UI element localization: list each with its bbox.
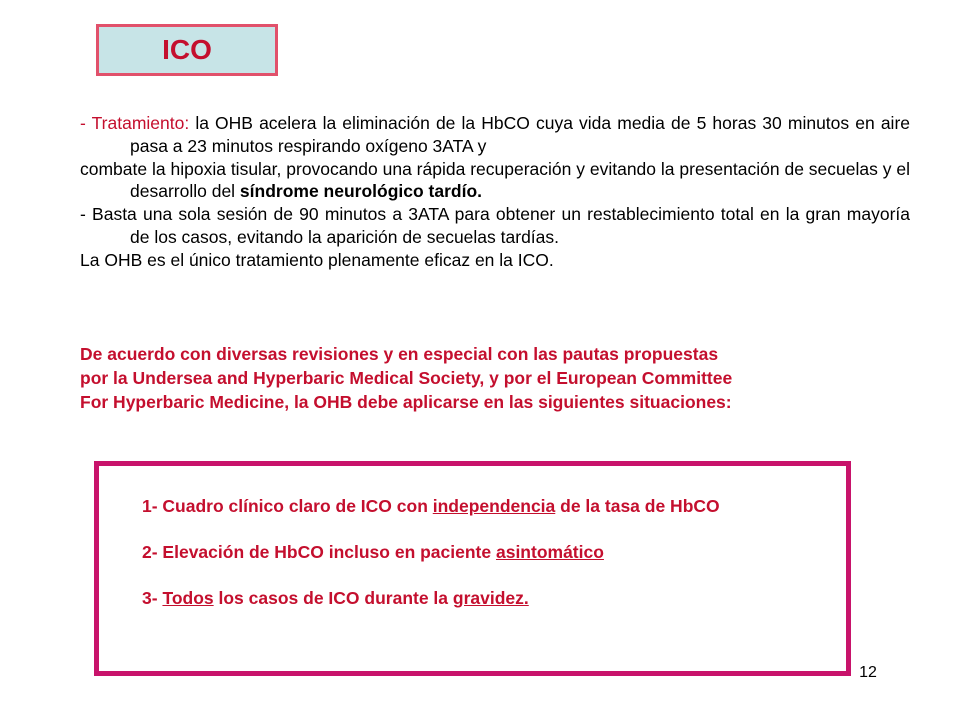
slide-title: ICO: [96, 24, 278, 76]
conclusion-paragraph: La OHB es el único tratamiento plenamente eficaz en la ICO.: [80, 249, 554, 270]
indication-1-tail: de la tasa de HbCO: [555, 496, 720, 516]
treatment-label: Tratamiento:: [91, 113, 190, 133]
guidelines-line-1: De acuerdo con diversas revisiones y en especial con las pautas propuestas: [80, 344, 719, 364]
indication-3-text: 3-: [142, 588, 163, 608]
indication-2-text: 2- Elevación de HbCO incluso en paciente: [142, 542, 496, 562]
hypoxia-paragraph: [80, 158, 910, 204]
guidelines-line-2: por la Undersea and Hyperbaric Medical Society, y por el European Committee: [80, 368, 733, 388]
treatment-text-2: combate la hipoxia tisular, provocando una rápida recuperación y evitando la presentación de secuelas y el desarrollo del: [80, 158, 910, 202]
session-paragraph: - Basta una sola sesión de 90 minutos a 3ATA para obtener un restablecimiento total en la gran mayoría de los casos, evitando la aparición de secuelas tardías.: [80, 204, 910, 247]
treatment-section: [80, 112, 910, 272]
indications-list: [142, 494, 862, 632]
indication-item-1: [142, 494, 862, 518]
guidelines-paragraph: [80, 342, 910, 414]
treatment-text-1: la OHB acelera la eliminación de la HbCO cuya vida media de 5 horas 30 minutos en aire pasa a 23 minutos respirando oxígeno 3ATA y: [130, 113, 911, 156]
indication-1-underlined: independencia: [432, 496, 556, 516]
treatment-dash: -: [80, 113, 92, 133]
indication-1-text: 1- Cuadro clínico claro de ICO con: [142, 496, 433, 516]
treatment-paragraph: [80, 112, 910, 158]
indication-item-2: [142, 540, 862, 564]
page-number: 12: [859, 664, 877, 681]
indication-item-3: [142, 586, 862, 610]
indication-2-underlined: asintomático: [495, 542, 604, 562]
indication-3-underlined: Todos: [162, 588, 214, 608]
indication-3-underlined-2: gravidez.: [452, 588, 529, 608]
guidelines-line-3: For Hyperbaric Medicine, la OHB debe aplicarse en las siguientes situaciones:: [80, 392, 732, 412]
late-neurological-syndrome: síndrome neurológico tardío.: [239, 181, 483, 202]
indication-3-middle: los casos de ICO durante la: [213, 588, 453, 608]
